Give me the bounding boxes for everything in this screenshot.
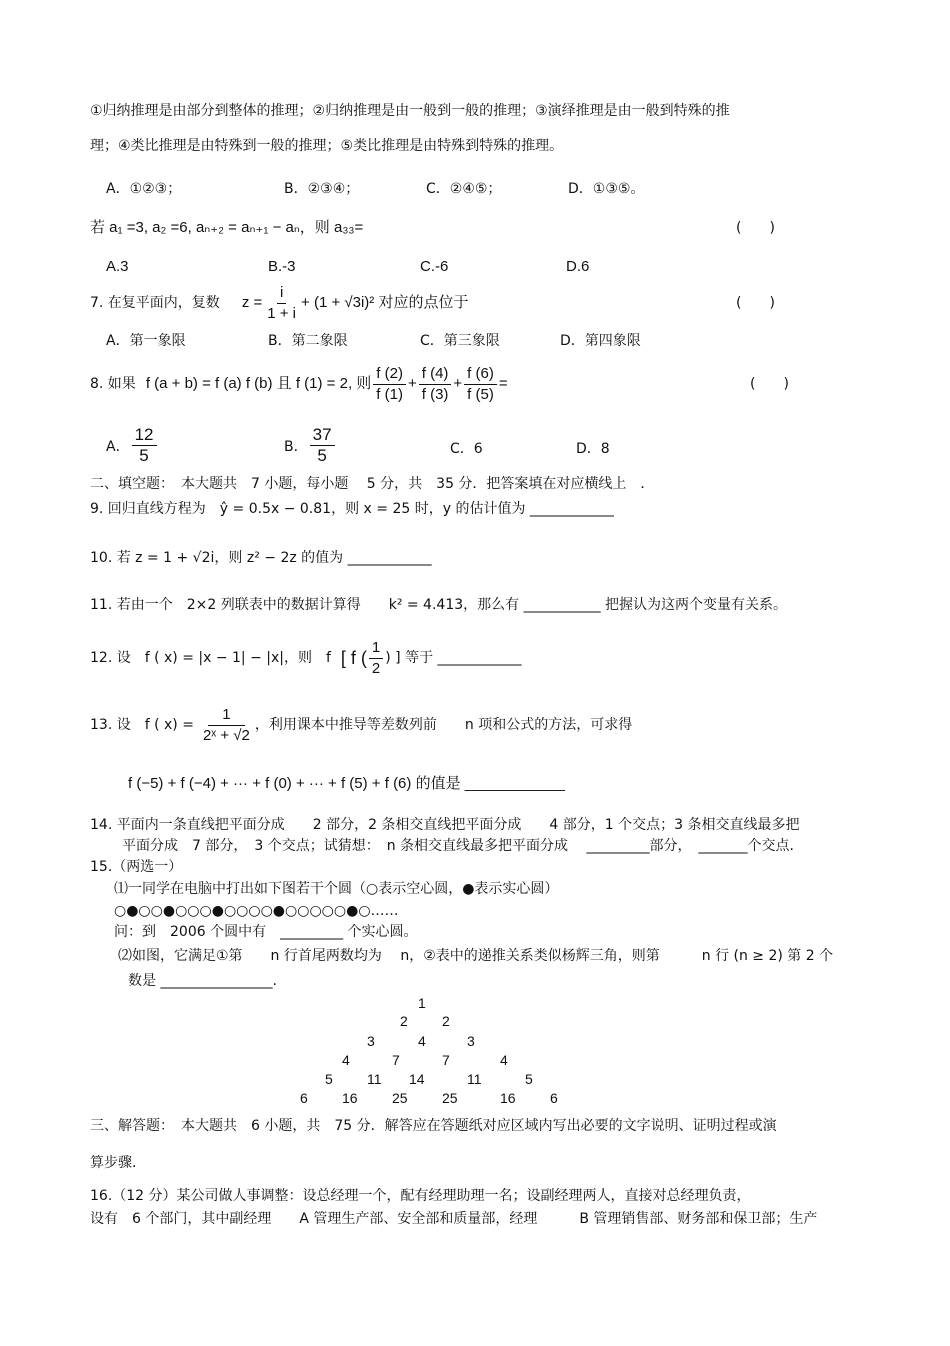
q9-text: 9. 回归直线方程为 ŷ = 0.5x − 0.81，则 x = 25 时，y 的估计值为 ____________	[90, 501, 614, 517]
q8-option-a-label: A．	[106, 438, 130, 455]
q15-part2b: 数是 ________________.	[128, 973, 277, 989]
q16-line2: 设有 6 个部门，其中副经理 A 管理生产部、安全部和质量部，经理 B 管理销售部、财务部和保卫部；生产	[90, 1211, 818, 1227]
q6-paren: ( )	[736, 220, 775, 236]
q15-circles: ○●○○●○○○●○○○○●○○○○○●○……	[114, 903, 399, 919]
q6-text: 若 a₁ =3, a₂ =6, aₙ₊₂ = aₙ₊₁ − aₙ，则 a₃₃=	[90, 219, 364, 236]
q15-title: 15.（两选一）	[90, 859, 183, 875]
triangle-cell: 1	[418, 995, 426, 1011]
q12-lead: 12. 设 f ( x) = |x − 1| − |x|，则 f	[90, 650, 331, 666]
q5-line1: ①归纳推理是由部分到整体的推理；②归纳推理是由一般到一般的推理；③演绎推理是由一般到特殊的推	[90, 103, 730, 119]
q5-option-d: D．①③⑤。	[568, 181, 645, 197]
triangle-cell: 25	[442, 1090, 458, 1106]
q7-line	[90, 282, 468, 324]
q13-line2: f (−5) + f (−4) + ··· + f (0) + ··· + f (5) + f (6) 的值是 ____________	[128, 775, 565, 792]
q8-option-a-den: 5	[139, 446, 149, 465]
q13-frac-num: 1	[208, 705, 244, 726]
triangle-cell: 3	[467, 1033, 475, 1049]
q5-option-c: C．②④⑤；	[426, 181, 502, 197]
q8-f2-num: f (4)	[419, 364, 452, 385]
triangle-cell: 5	[325, 1071, 333, 1087]
q7-fraction	[264, 283, 299, 324]
section-2-heading: 二、填空题： 本大题共 7 小题，每小题 5 分，共 35 分．把答案填在对应横线上 ．	[90, 476, 655, 492]
q7-paren: ( )	[736, 295, 775, 311]
triangle-cell: 4	[342, 1052, 350, 1068]
q8-option-b	[284, 425, 337, 466]
triangle-cell: 3	[367, 1033, 375, 1049]
q8-option-a	[106, 425, 159, 466]
q7-option-c: C．第三象限	[420, 333, 500, 349]
triangle-cell: 16	[342, 1090, 358, 1106]
q8-f3-den: f (5)	[467, 385, 494, 403]
triangle-cell: 4	[500, 1052, 508, 1068]
q7-fraction-num: i	[277, 283, 286, 304]
q12-tail: ) ] 等于 ____________	[385, 650, 522, 666]
q8-paren: ( )	[750, 376, 789, 392]
q16-line1: 16.（12 分）某公司做人事调整：设总经理一个，配有经理助理一名；设副经理两人，直接对总经理负责，	[90, 1188, 751, 1204]
triangle-cell: 7	[392, 1052, 400, 1068]
q5-option-a: A．①②③；	[106, 181, 182, 197]
q13-line	[90, 702, 632, 748]
triangle-cell: 2	[400, 1013, 408, 1029]
triangle-cell: 11	[467, 1071, 482, 1087]
q12-frac-num: 1	[369, 638, 383, 659]
q8-fraction-3	[464, 364, 497, 405]
q7-fraction-den: 1 + i	[267, 304, 297, 322]
q8-fraction-1	[373, 364, 406, 405]
triangle-cell: 16	[500, 1090, 516, 1106]
q12-inner: [ f (	[340, 648, 367, 668]
q10-text: 10. 若 z = 1 + √2i，则 z² − 2z 的值为 ____________	[90, 550, 432, 566]
q8-option-c: C．6	[450, 441, 483, 457]
q6-option-d: D.6	[566, 258, 590, 275]
q8-option-b-num: 37	[310, 425, 335, 446]
triangle-cell: 11	[367, 1071, 382, 1087]
q15-ask: 问：到 2006 个圆中有 _________ 个实心圆。	[114, 924, 418, 940]
q15-part1: ⑴一同学在电脑中打出如下图若干个圆（○表示空心圆，●表示实心圆）	[114, 881, 559, 897]
triangle-cell: 4	[418, 1033, 426, 1049]
q8-option-b-label: B．	[284, 438, 308, 455]
q8-option-a-num: 12	[132, 425, 157, 446]
q15-part2: ⑵如图，它满足①第 n 行首尾两数均为 n，②表中的递推关系类似杨辉三角，则第 n 行 (n ≥ 2) 第 2 个	[118, 948, 834, 964]
q8-f1-num: f (2)	[373, 364, 406, 385]
q13-tail: ，利用课本中推导等差数列前 n 项和公式的方法，可求得	[254, 717, 633, 733]
triangle-cell: 6	[550, 1090, 558, 1106]
q8-option-b-den: 5	[317, 446, 327, 465]
q12-frac-den: 2	[371, 659, 381, 677]
q14-line1: 14. 平面内一条直线把平面分成 2 部分，2 条相交直线把平面分成 4 部分，1 个交点；3 条相交直线最多把	[90, 817, 800, 833]
q7-option-a: A．第一象限	[106, 333, 186, 349]
section-3-heading-line1: 三、解答题： 本大题共 6 小题，共 75 分．解答应在答题纸对应区域内写出必要的文字说明、证明过程或演	[90, 1118, 777, 1134]
q5-option-b: B．②③④；	[284, 181, 360, 197]
q7-option-b: B．第二象限	[268, 333, 348, 349]
triangle-cell: 6	[300, 1090, 308, 1106]
q8-lead: 8. 如果	[90, 376, 136, 392]
q8-line: 8. 如果 f (a + b) = f (a) f (b) 且 f (1) = 2, 则 $\frac{f (2)}{f (1)}$ + $\frac{f (4)}{f (3)}$ + $\frac{f (6)}{f (5)}$ =	[90, 364, 508, 403]
q14-line2: 平面分成 7 部分， 3 个交点；试猜想： n 条相交直线最多把平面分成 _________部分， _______个交点．	[122, 838, 804, 854]
q7-option-d: D．第四象限	[560, 333, 641, 349]
triangle-cell: 5	[525, 1071, 533, 1087]
triangle-cell: 2	[442, 1013, 450, 1029]
q5-line2: 理；④类比推理是由特殊到一般的推理；⑤类比推理是由特殊到特殊的推理。	[90, 138, 564, 154]
q6-option-b: B.-3	[268, 258, 296, 275]
triangle-cell: 25	[392, 1090, 408, 1106]
q8-expr: f (a + b) = f (a) f (b) 且 f (1) = 2, 则	[145, 375, 372, 392]
triangle-cell: 7	[442, 1052, 450, 1068]
q7-lead: 7. 在复平面内，复数	[90, 295, 220, 311]
q8-f3-num: f (6)	[464, 364, 497, 385]
section-3-heading-line2: 算步骤．	[90, 1155, 146, 1171]
q8-fraction-2	[419, 364, 452, 405]
q6-option-a: A.3	[106, 258, 129, 275]
q6-option-c: C.-6	[420, 258, 449, 275]
q12-line	[90, 636, 522, 680]
q8-f2-den: f (3)	[421, 385, 449, 403]
q11-text: 11. 若由一个 2×2 列联表中的数据计算得 k² = 4.413，那么有 ___________ 把握认为这两个变量有关系。	[90, 597, 788, 613]
q7-expr-left: z =	[241, 294, 263, 311]
q8-f1-den: f (1)	[376, 385, 403, 403]
q8-option-d: D．8	[576, 441, 610, 457]
triangle-cell: 14	[409, 1071, 425, 1087]
q13-lead: 13. 设 f ( x) =	[90, 717, 194, 733]
q13-frac-den: 2ˣ + √2	[202, 726, 250, 744]
q7-expr-right: + (1 + √3i)² 对应的点位于	[301, 294, 469, 311]
